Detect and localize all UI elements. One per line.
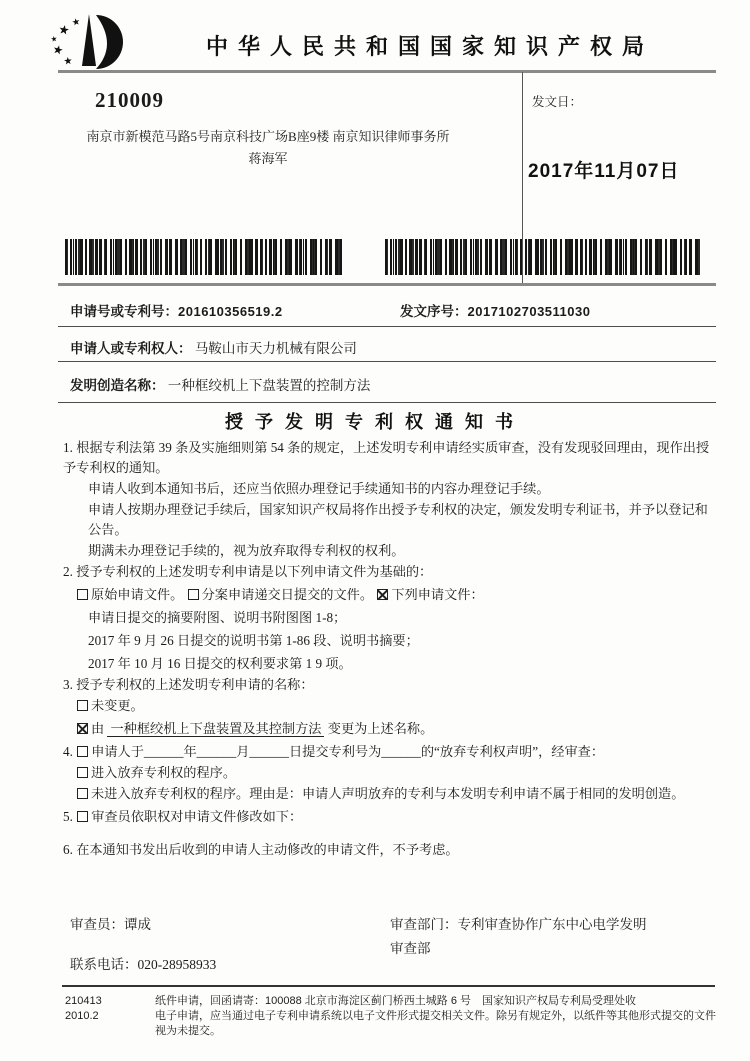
checkbox-unchecked-icon (77, 767, 88, 778)
invention-title-row (70, 374, 715, 394)
section4-heading (63, 742, 715, 762)
checkbox-unchecked-icon (77, 811, 88, 822)
section4-heading-text: 申请人于______年______月______日提交专利号为______的“放弃专利权声明”，经审查： (91, 744, 605, 759)
section2-file3: 2017 年 10 月 16 日提交的权利要求第 1 9 项。 (88, 656, 352, 671)
examination-department-value: 专利审查协作广东中心电学发明审查部 (390, 917, 647, 956)
footer-form-codes (65, 994, 102, 1024)
section2-option1: 原始申请文件。 (91, 587, 184, 602)
footer-paper-note: 纸件申请，回函请寄：100088 北京市海淀区蓟门桥西土城路 6 号 国家知识产权局专利局受理处收 (155, 995, 636, 1007)
contact-phone-label: 联系电话： (70, 957, 138, 972)
row-divider (58, 326, 716, 327)
barcode (385, 239, 700, 275)
recipient-name: 蒋海军 (248, 151, 288, 166)
application-number-label: 申请号或专利号： (70, 304, 178, 319)
section2-file1: 申请日提交的摘要附图、说明书附图图 1-8； (88, 610, 347, 625)
postal-code: 210009 (95, 88, 164, 112)
section4-number: 4. (63, 744, 73, 759)
footer-efiling-note: 电子申请，应当通过电子专利申请系统以电子文件形式提交相关文件。除另有规定外，以纸件等其他形式提交的文件视为未提交。 (155, 1010, 716, 1037)
section3-option1 (63, 696, 715, 716)
org-title: 中华人民共和国国家知识产权局 (205, 34, 654, 59)
examiner-label: 审查员： (70, 917, 124, 932)
section-divider (58, 283, 716, 286)
invention-title-value: 一种框绞机上下盘装置的控制方法 (167, 378, 371, 393)
checkbox-unchecked-icon (77, 746, 88, 757)
section4-option2-label: 未进入放弃专利权的程序。理由是：申请人声明放弃的专利与本发明专利申请不属于相同的发明创造。 (91, 786, 685, 801)
dispatch-date-value: 2017年11月07日 (528, 161, 680, 182)
contact-phone-value: 020-28958933 (137, 957, 217, 972)
application-number-value: 201610356519.2 (178, 304, 283, 319)
footer-form-code: 210413 (65, 995, 102, 1007)
serial-number-label: 发文序号： (400, 304, 468, 319)
dispatch-date-label: 发文日： (532, 95, 583, 109)
section5-heading-text: 审查员依职权对申请文件修改如下： (91, 809, 303, 824)
section2-file2: 2017 年 9 月 26 日提交的说明书第 1-86 段、说明书摘要； (88, 633, 419, 648)
section1-line1: 1. 根据专利法第 39 条及实施细则第 54 条的规定，上述发明专利申请经实质审查，没有发现驳回理由，现作出授予专利权的通知。 (63, 440, 710, 475)
applicant-value: 马鞍山市天力机械有限公司 (194, 341, 357, 356)
section3-option2 (63, 719, 715, 739)
row-divider (58, 402, 716, 403)
section2-heading: 2. 授予专利权的上述发明专利申请是以下列申请文件为基础的： (63, 564, 433, 579)
footer-notes (155, 994, 720, 1039)
section4-option1 (63, 763, 715, 783)
serial-number-value: 2017102703511030 (467, 304, 591, 319)
section5-heading (63, 807, 715, 827)
footer-divider (62, 985, 715, 987)
footer-form-version: 2010.2 (65, 1010, 99, 1022)
checkbox-unchecked-icon (77, 589, 88, 600)
invention-title-label: 发明创造名称： (70, 378, 165, 393)
header-divider (58, 70, 716, 73)
checkbox-unchecked-icon (77, 700, 88, 711)
previous-invention-name: 一种框绞机上下盘装置及其控制方法 (107, 721, 324, 737)
section3-option1-label: 未变更。 (91, 698, 144, 713)
barcode (65, 239, 345, 275)
section3-option2-suffix: 变更为上述名称。 (327, 721, 434, 736)
recipient-address: 南京市新模范马路5号南京科技广场B座9楼 南京知识律师事务所 (86, 129, 450, 144)
section4-option1-label: 进入放弃专利权的程序。 (91, 765, 237, 780)
section1-line3: 申请人按期办理登记手续后，国家知识产权局将作出授予专利权的决定，颁发发明专利证书，并予以登记和公告。 (88, 502, 708, 537)
notice-body (63, 438, 715, 861)
section5-number: 5. (63, 809, 73, 824)
row-divider (58, 361, 716, 362)
section2-option2: 分案申请递交日提交的文件。 (201, 587, 374, 602)
section3-heading: 3. 授予专利权的上述发明专利申请的名称： (63, 677, 314, 692)
section6-text: 6. 在本通知书发出后收到的申请人主动修改的申请文件，不予考虑。 (63, 842, 459, 857)
section1-line4: 期满未办理登记手续的，视为放弃取得专利权的权利。 (88, 543, 405, 558)
examiner-row (70, 913, 151, 933)
checkbox-checked-icon (377, 589, 388, 600)
section2-checkbox-row (63, 585, 715, 605)
applicant-row (70, 337, 715, 357)
contact-phone-row (70, 953, 216, 973)
section2-option3: 下列申请文件： (391, 587, 484, 602)
application-number-row (70, 300, 715, 320)
examiner-name: 谭成 (124, 917, 151, 932)
checkbox-checked-icon (77, 723, 88, 734)
checkbox-unchecked-icon (188, 589, 199, 600)
examination-department-row (390, 913, 652, 961)
recipient-address-block (68, 126, 468, 170)
section1-line2: 申请人收到本通知书后，还应当依照办理登记手续通知书的内容办理登记手续。 (88, 481, 550, 496)
cnipa-logo-icon (46, 12, 138, 74)
examination-department-label: 审查部门： (390, 917, 458, 932)
notice-title: 授予发明专利权通知书 (225, 412, 525, 432)
section3-option2-prefix: 由 (91, 721, 105, 736)
checkbox-unchecked-icon (77, 788, 88, 799)
applicant-label: 申请人或专利权人： (70, 341, 192, 356)
section4-option2 (63, 784, 715, 804)
